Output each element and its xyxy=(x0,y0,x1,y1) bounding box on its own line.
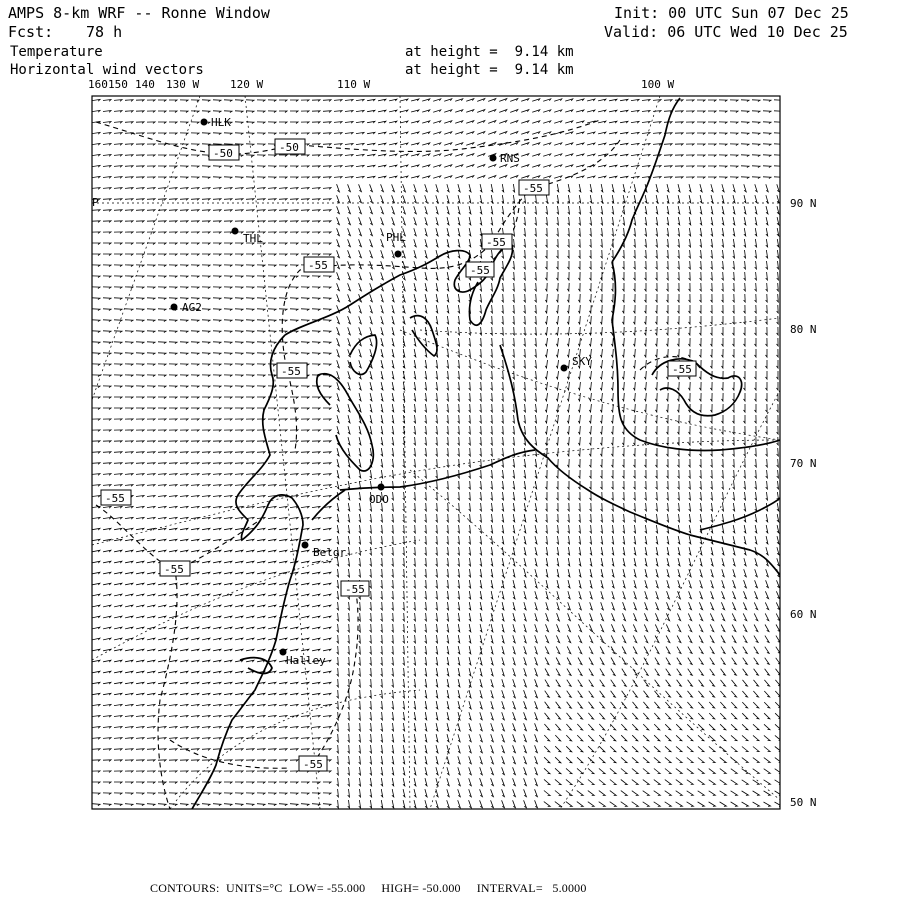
svg-text:RNS: RNS xyxy=(500,152,520,165)
coast-east xyxy=(500,345,780,575)
lon-label-150: 150 xyxy=(108,78,128,91)
lon-label-160: 160 xyxy=(88,78,108,91)
lat-label-80n: 80 N xyxy=(790,323,817,336)
station-halley xyxy=(280,649,327,668)
contour-label xyxy=(482,234,512,249)
svg-text:-55: -55 xyxy=(672,363,692,376)
lon-label-130w: 130 W xyxy=(166,78,200,91)
svg-text:-50: -50 xyxy=(279,141,299,154)
svg-text:-55: -55 xyxy=(523,182,543,195)
svg-text:HLK: HLK xyxy=(211,116,231,129)
contour-label xyxy=(101,490,131,505)
svg-text:PHL: PHL xyxy=(386,231,406,244)
svg-text:-55: -55 xyxy=(308,259,328,272)
forecast-label: Fcst: xyxy=(8,23,54,41)
wind-vectors xyxy=(92,99,782,808)
station-sky xyxy=(561,355,593,372)
svg-text:-55: -55 xyxy=(303,758,323,771)
coastlines xyxy=(192,98,780,809)
coast-grounding-west xyxy=(312,490,345,520)
svg-text:THL: THL xyxy=(243,232,263,245)
model-title: AMPS 8-km WRF -- Ronne Window xyxy=(8,4,270,22)
contour-label xyxy=(304,257,334,272)
lon-label-120w: 120 W xyxy=(230,78,264,91)
svg-text:SKY: SKY xyxy=(572,355,592,368)
svg-text:Halley: Halley xyxy=(286,654,326,667)
forecast-hour: 78 h xyxy=(86,23,123,41)
lat-label-90n: 90 N xyxy=(790,197,817,210)
coast-island-east xyxy=(652,359,742,416)
contour-label xyxy=(299,756,327,771)
lat-label-60n: 60 N xyxy=(790,608,817,621)
svg-text:AG2: AG2 xyxy=(182,301,202,314)
svg-text:-55: -55 xyxy=(486,236,506,249)
lon-label-100w: 100 W xyxy=(641,78,675,91)
station-phl xyxy=(386,231,406,258)
svg-text:-55: -55 xyxy=(345,583,365,596)
height-temperature: at height = 9.14 km xyxy=(405,44,574,60)
contour-minus55-d xyxy=(170,740,290,768)
contour-info-footer: CONTOURS: UNITS=°C LOW= -55.000 HIGH= -50.000 INTERVAL= 5.0000 xyxy=(150,881,587,895)
field-wind-vectors: Horizontal wind vectors xyxy=(10,62,204,78)
height-wind: at height = 9.14 km xyxy=(405,62,574,78)
lat-label-50n: 50 N xyxy=(790,796,817,809)
svg-text:-55: -55 xyxy=(470,264,490,277)
pole-label: P xyxy=(92,196,99,209)
init-time: Init: 00 UTC Sun 07 Dec 25 xyxy=(614,4,849,22)
lat-label-70n: 70 N xyxy=(790,457,817,470)
svg-text:-55: -55 xyxy=(281,365,301,378)
svg-text:-55: -55 xyxy=(105,492,125,505)
lon-label-110w: 110 W xyxy=(337,78,371,91)
valid-time: Valid: 06 UTC Wed 10 Dec 25 xyxy=(604,23,848,41)
contour-label xyxy=(160,561,190,576)
parallel-80n xyxy=(420,318,780,334)
contour-minus50-b xyxy=(300,120,600,151)
coast-antarctic-peninsula xyxy=(612,262,780,451)
svg-text:-50: -50 xyxy=(213,147,233,160)
lon-label-140: 140 xyxy=(135,78,155,91)
contour-label xyxy=(209,145,239,160)
stations xyxy=(171,116,593,667)
svg-text:-55: -55 xyxy=(164,563,184,576)
contour-minus50 xyxy=(96,122,280,154)
contour-label xyxy=(341,581,369,596)
wind-vector-field xyxy=(92,99,782,808)
field-temperature: Temperature xyxy=(10,44,103,60)
svg-text:Belgr: Belgr xyxy=(313,546,347,559)
station-hlk xyxy=(201,116,232,129)
meridian-130w xyxy=(92,96,200,400)
contour-label xyxy=(519,180,549,195)
coast-inner-island xyxy=(317,374,374,471)
contour-label xyxy=(668,361,696,376)
contour-label xyxy=(277,363,307,378)
contour-label xyxy=(466,262,494,277)
contour-label xyxy=(275,139,305,154)
station-thl xyxy=(232,228,264,246)
svg-text:ODO: ODO xyxy=(369,493,389,506)
station-ag2 xyxy=(171,301,202,314)
